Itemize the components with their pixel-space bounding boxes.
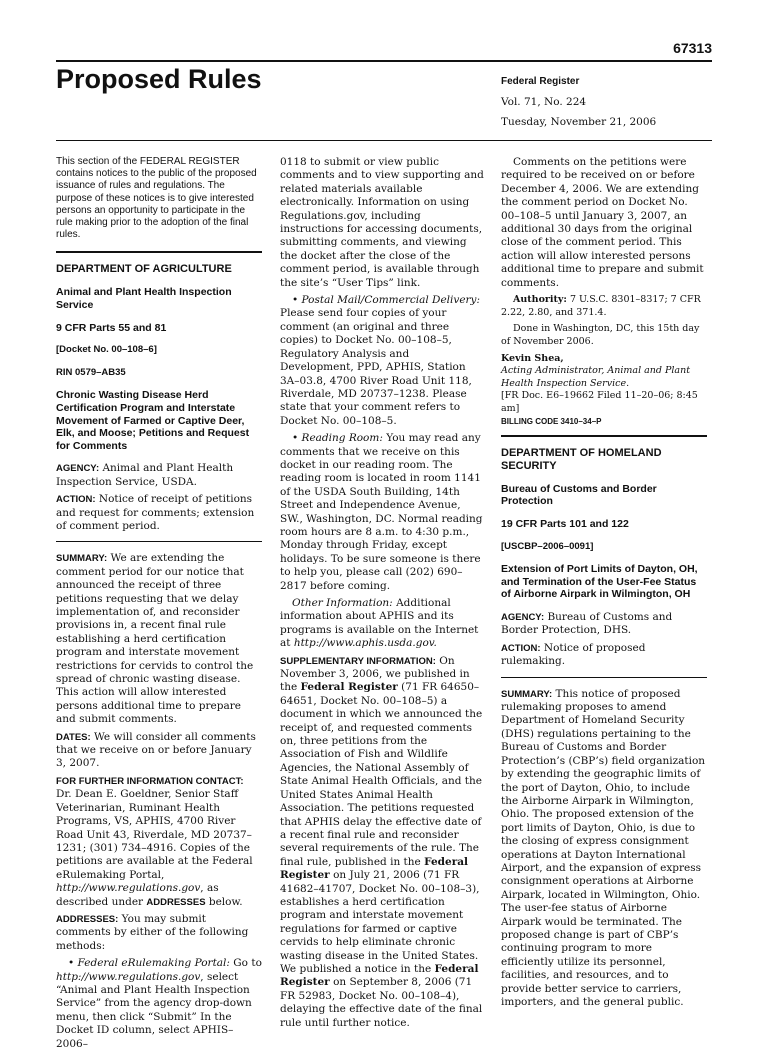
federal-register-ref: Federal Register	[280, 855, 469, 882]
summary-text: This notice of proposed rulemaking proposes to amend Department of Homeland Security (DHS) regulations pertaining to the Bureau of Customs and Border Protection’s (CBP’s) field organization by extending the geographic limits of the port of Dayton, Ohio, to include the Airborne Airpark in Wilmington, Ohio. The proposed extension of the port limits of Dayton, Ohio, is due to the closing of express consignment operations at Dayton International Airport, and the expansion of express consignment operations at Airborne Airpark, located in Wilmington, Ohio. The user-fee status of Airborne Airpark would be terminated. The proposed change is part of CBP’s continuing program to more efficiently utilize its personnel, facilities, and resources, and to provide better service to carriers, importers, and the general public.	[501, 687, 706, 1008]
divider	[501, 435, 707, 437]
department-heading: DEPARTMENT OF AGRICULTURE	[56, 263, 232, 276]
addresses-reference: ADDRESSES	[146, 896, 206, 908]
action-paragraph	[56, 493, 262, 533]
bullet-text: You may read any comments that we receive on this docket in our reading room. The reading room is located in room 1141 of the USDA South Building, 14th Street and Independence Avenue, SW., Washington, DC. Normal reading room hours are 8 a.m. to 4:30 p.m., Monday through Friday, except holidays. To be sure someone is there to help you, please call (202) 690–2817 before coming.	[280, 432, 483, 592]
summary-text: We are extending the comment period for our notice that announced the receipt of three petitions requesting that we delay implementation of, and reconsider provisions in, a recent final rule establishing a herd certification program and interstate movement restrictions for cervids to control the spread of chronic wasting disease. This action will allow interested persons additional time to prepare and submit comments.	[56, 552, 254, 726]
bullet-icon: •	[292, 432, 299, 445]
document-title: Chronic Wasting Disease Herd Certification Program and Interstate Movement of Farmed or Captive Deer, Elk, and Moose; Petitions and Request for Comments	[56, 389, 250, 452]
supplementary-text-3: on July 21, 2006 (71 FR 41682–41707, Docket No. 00–108–3), establishes a herd certification program and interstate movement regulations for farmed or captive cervids to help eliminate chronic wasting disease in the United States. We published a notice in the	[280, 869, 480, 975]
authority-text: 7 U.S.C. 8301–8317; 7 CFR 2.22, 2.80, and 371.4.	[501, 294, 701, 318]
agency-paragraph	[56, 462, 262, 489]
contact-paragraph	[56, 775, 262, 909]
section-title: Proposed Rules	[56, 64, 262, 94]
bullet-icon: •	[68, 957, 75, 970]
publication-name: Federal Register	[501, 76, 580, 87]
other-text: Additional information about APHIS and its programs is available on the Internet at	[280, 597, 479, 650]
issue-date: Tuesday, November 21, 2006	[501, 116, 657, 128]
action-label: ACTION:	[501, 642, 541, 654]
contact-text-3: below.	[208, 895, 243, 908]
supplementary-paragraph	[280, 655, 486, 1030]
signer-title: Acting Administrator, Animal and Plant Health Inspection Service.	[501, 365, 691, 389]
docket-number: [Docket No. 00–108–6]	[56, 344, 157, 356]
cfr-heading: 19 CFR Parts 101 and 122	[501, 518, 629, 531]
department-heading: DEPARTMENT OF HOMELAND SECURITY	[501, 446, 662, 472]
regulations-link[interactable]: http://www.regulations.gov	[56, 882, 201, 895]
aphis-link[interactable]: http://www.aphis.usda.gov.	[293, 637, 437, 650]
action-label: ACTION:	[56, 494, 96, 506]
agency-paragraph	[501, 611, 707, 638]
bullet-lead: Postal Mail/Commercial Delivery:	[301, 294, 481, 307]
volume-number: Vol. 71, No. 224	[501, 96, 587, 108]
summary-label: SUMMARY:	[501, 688, 553, 700]
federal-register-ref: Federal Register	[300, 681, 398, 694]
fr-doc-line: [FR Doc. E6–19662 Filed 11–20–06; 8:45 am]	[501, 390, 698, 414]
dates-paragraph	[56, 731, 262, 771]
addresses-text: You may submit comments by either of the following methods:	[56, 912, 249, 952]
column-2	[280, 156, 486, 1034]
bullet-text-2: , select “Animal and Plant Health Inspection Service” from the agency drop-down menu, then click “Submit” In the Docket ID column, select APHIS–2006–	[56, 970, 252, 1050]
contact-text: Dr. Dean E. Goeldner, Senior Staff Veterinarian, Ruminant Health Programs, VS, APHIS, 4700 River Road Unit 43, Riverdale, MD 20737–1231; (301) 734–4916. Copies of the petitions are available at the Federal eRulemaking Portal,	[56, 788, 253, 881]
addresses-label: ADDRESSES:	[56, 913, 119, 925]
regulations-link[interactable]: http://www.regulations.gov	[56, 970, 201, 983]
federal-register-ref: Federal Register	[280, 962, 479, 989]
column-3	[501, 156, 707, 1013]
summary-paragraph	[501, 688, 707, 1010]
signer-name: Kevin Shea,	[501, 353, 564, 365]
bullet-postal	[280, 294, 486, 428]
dates-text: We will consider all comments that we receive on or before January 3, 2007.	[56, 730, 256, 770]
divider	[56, 251, 262, 253]
cfr-heading: 9 CFR Parts 55 and 81	[56, 321, 167, 334]
page-number: 67313	[673, 40, 712, 56]
other-lead: Other Information:	[292, 597, 393, 609]
masthead	[501, 72, 711, 132]
column-1	[56, 156, 262, 1051]
summary-paragraph	[56, 552, 262, 726]
other-information	[280, 597, 486, 651]
action-text: Notice of receipt of petitions and request for comments; extension of comment period.	[56, 493, 255, 532]
billing-code: BILLING CODE 3410–34–P	[501, 417, 602, 427]
agency-text: Bureau of Customs and Border Protection, DHS.	[501, 611, 673, 637]
supplementary-text-4: on September 8, 2006 (71 FR 52983, Docket No. 00–108–4), delaying the effective date of the final rule until further notice.	[280, 976, 483, 1029]
bullet-erulemaking	[56, 957, 262, 1051]
agency-label: AGENCY:	[56, 463, 100, 475]
bullet-lead: Reading Room:	[301, 432, 383, 445]
divider	[501, 677, 707, 678]
bullet-icon: •	[292, 294, 299, 307]
bullet-text: Go to	[233, 957, 262, 970]
agency-label: AGENCY:	[501, 612, 545, 624]
agency-heading: Animal and Plant Health Inspection Service	[56, 286, 232, 312]
supplementary-text: On November 3, 2006, we published in the	[280, 654, 470, 694]
bullet-lead: Federal eRulemaking Portal:	[77, 957, 230, 970]
summary-label: SUMMARY:	[56, 553, 108, 565]
dates-label: DATES:	[56, 731, 91, 743]
done-date: Done in Washington, DC, this 15th day of November 2006.	[501, 323, 700, 347]
document-title: Extension of Port Limits of Dayton, OH, and Termination of the User-Fee Status of Airborne Airpark in Wilmington, OH	[501, 563, 698, 601]
supplementary-text-2: (71 FR 64650–64651, Docket No. 00–108–5) a document in which we announced the receipt of, and requested comments on, three petitions from the Association of Fish and Wildlife Agencies, the National Assembly of State Animal Health Officials, and the United States Animal Health Association. The petitions requested that APHIS delay the effective date of a recent final rule and reconsider several requirements of the rule. The final rule, published in the	[280, 681, 483, 868]
authority-label: Authority:	[513, 294, 567, 306]
divider	[56, 541, 262, 542]
bullet-text: Please send four copies of your comment (an original and three copies) to Docket No. 00–108–5, Regulatory Analysis and Development, PPD, APHIS, Station 3A–03.8, 4700 River Road Unit 118, Riverdale, MD 20737–1238. Please state that your comment refers to Docket No. 00–108–5.	[280, 307, 472, 427]
action-text: Notice of proposed rulemaking.	[501, 641, 646, 668]
agency-text: Animal and Plant Health Inspection Service, USDA.	[56, 462, 234, 488]
supplementary-label: SUPPLEMENTARY INFORMATION:	[280, 655, 436, 667]
continued-paragraph: 0118 to submit or view public comments and to view supporting and related materials available electronically. Information on using Regulations.gov, including instructions for accessing documents, submitting comments, and viewing the docket after the close of the comment period, is available through the site’s “User Tips” link.	[280, 156, 484, 289]
docket-number: [USCBP–2006–0091]	[501, 540, 594, 552]
top-rule	[56, 60, 712, 62]
extension-paragraph: Comments on the petitions were required to be received on or before December 4, 2006. We are extending the comment period on Docket No. 00–108–5 until January 3, 2007, an additional 30 days from the original close of the comment period. This action will allow interested persons additional time to prepare and submit comments.	[501, 156, 704, 289]
agency-heading: Bureau of Customs and Border Protection	[501, 482, 657, 508]
header-rule	[56, 140, 712, 141]
contact-text-2: , as described under	[56, 882, 219, 908]
action-paragraph	[501, 642, 707, 669]
authority-paragraph	[501, 294, 707, 319]
contact-label: FOR FURTHER INFORMATION CONTACT:	[56, 775, 244, 787]
addresses-paragraph	[56, 913, 262, 953]
rin-number: RIN 0579–AB35	[56, 366, 126, 378]
bullet-reading-room	[280, 432, 486, 593]
intro-notice: This section of the FEDERAL REGISTER contains notices to the public of the proposed issuance of rules and regulations. The purpose of these notices is to give interested persons an opportunity to participate in the rule making prior to the adoption of the final rules.	[56, 156, 257, 241]
